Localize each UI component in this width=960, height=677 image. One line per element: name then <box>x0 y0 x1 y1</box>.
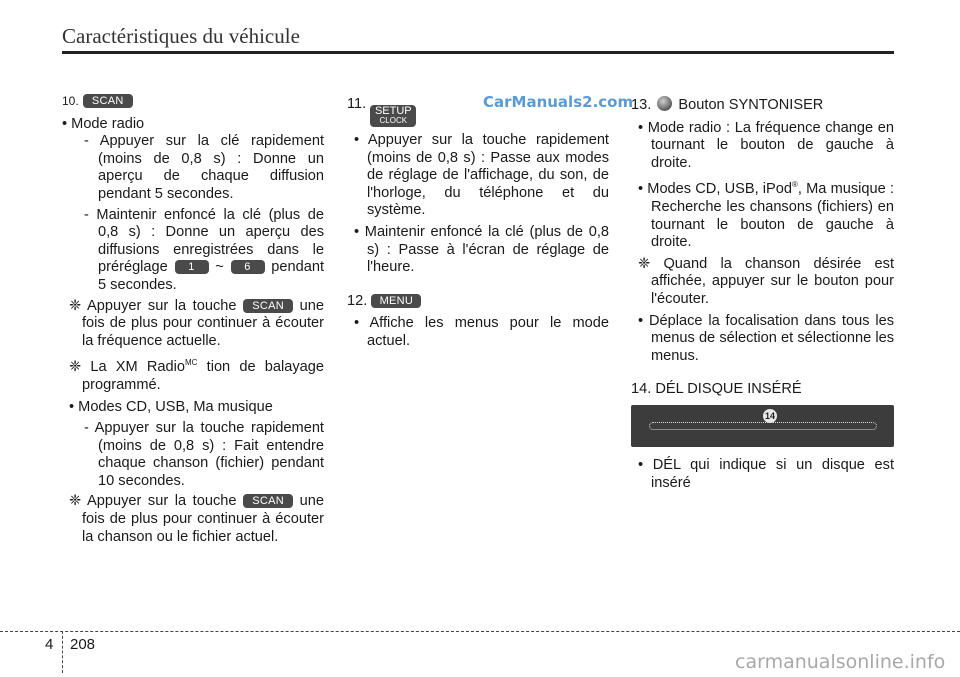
disc-led-description: • DÉL qui indique si un disque est inséré <box>638 456 894 491</box>
column-3 <box>631 96 894 496</box>
step-11-number: 11. <box>347 96 367 112</box>
footer-site-watermark[interactable]: carmanualsonline.info <box>735 651 946 673</box>
setup-short-press: • Appuyer sur la touche rapidement (moins de 0,8 s) : Passe aux modes de réglage de l'affichage, du son, de l'horloge, du téléphone et du système. <box>354 132 609 219</box>
preset-6-key-badge: 6 <box>231 260 265 274</box>
disc-slot-icon <box>649 422 877 430</box>
radio-long-press <box>74 207 324 295</box>
footer-rule <box>0 631 960 632</box>
scan-key-badge: SCAN <box>243 494 293 508</box>
note-text: ❈ Appuyer sur la touche <box>69 297 237 314</box>
column-2 <box>347 96 609 355</box>
preset-range-tilde: ~ <box>215 259 224 276</box>
setup-label: SETUP <box>374 105 412 117</box>
note-text: tion de balayage programmé. <box>82 359 324 393</box>
radio-short-press: - Appuyer sur la clé rapidement (moins de 0,8 s) : Donne un aperçu de chaque diffusion pendant 5 secondes. <box>84 133 324 202</box>
watermark-link[interactable]: CarManuals2.com <box>483 93 634 111</box>
tune-note: ❈ Quand la chanson désirée est affichée, appuyer sur le bouton pour l'écouter. <box>638 255 894 307</box>
scan-key-badge: SCAN <box>83 94 133 108</box>
tune-media-text: • Modes CD, USB, iPod <box>638 181 793 198</box>
tune-media-text: , Ma musique : Recherche les chansons (fichiers) en tournant le bouton de gauche à droite. <box>651 181 894 251</box>
preset-1-key-badge: 1 <box>175 260 209 274</box>
media-modes-heading: • Modes CD, USB, Ma musique <box>69 398 273 415</box>
step-13-number: 13. <box>631 97 652 113</box>
disc-inserted-led-illustration <box>631 405 894 447</box>
step-13-heading <box>631 96 894 115</box>
column-1 <box>62 93 324 550</box>
menu-description: • Affiche les menus pour le mode actuel. <box>354 315 609 349</box>
step-12-number: 12. <box>347 292 368 309</box>
setup-long-press: • Maintenir enfoncé la clé (plus de 0,8 s) : Passe à l'écran de réglage de l'heure. <box>354 223 609 276</box>
note-text: ❈ Appuyer sur la touche <box>69 493 237 510</box>
trademark-mark: MC <box>185 358 198 368</box>
radio-long-press-text-end: pendant 5 secondes. <box>98 259 325 293</box>
step-13-label: Bouton SYNTONISER <box>678 97 824 113</box>
registered-mark: ® <box>792 180 798 190</box>
step-14-heading: 14. DÉL DISQUE INSÉRÉ <box>631 381 802 398</box>
setup-clock-key-badge <box>370 105 416 127</box>
tune-radio-mode: • Mode radio : La fréquence change en tournant le bouton de gauche à droite. <box>638 119 894 171</box>
radio-mode-heading: • Mode radio <box>62 115 145 132</box>
xm-radio-note <box>62 354 324 394</box>
scan-continue-note <box>62 298 324 351</box>
scan-continue-song-note <box>62 493 324 546</box>
step-10-number: 10. <box>62 94 79 108</box>
step-12-heading <box>347 293 609 311</box>
step-11-heading <box>347 96 609 127</box>
tune-knob-icon <box>657 96 672 111</box>
page-number: 208 <box>70 636 96 653</box>
scan-key-badge: SCAN <box>243 299 293 313</box>
radio-long-press-text: - Maintenir enfoncé la clé (plus de 0,8 s) : Donne un aperçu des diffusions enregistrées dans le préréglage <box>84 206 324 276</box>
tune-focus: • Déplace la focalisation dans tous les menus de sélection et sélectionne les menus. <box>638 312 894 364</box>
note-text: ❈ La XM Radio <box>69 359 186 376</box>
chapter-number: 4 <box>45 636 54 653</box>
menu-key-badge: MENU <box>371 294 421 308</box>
note-text: une fois de plus pour continuer à écouter la fréquence actuelle. <box>82 297 325 349</box>
tune-media-modes <box>631 176 894 251</box>
page-header-title: Caractéristiques du véhicule <box>62 24 300 48</box>
header-rule <box>62 51 894 54</box>
note-text: une fois de plus pour continuer à écouter la chanson ou le fichier actuel. <box>82 493 325 545</box>
footer-divider <box>62 631 63 673</box>
media-short-press: - Appuyer sur la touche rapidement (moins de 0,8 s) : Fait entendre chaque chanson (fichier) pendant 10 secondes. <box>84 420 324 489</box>
step-10-heading <box>62 93 324 111</box>
clock-label: CLOCK <box>379 116 408 125</box>
callout-14-badge: 14 <box>764 410 775 421</box>
